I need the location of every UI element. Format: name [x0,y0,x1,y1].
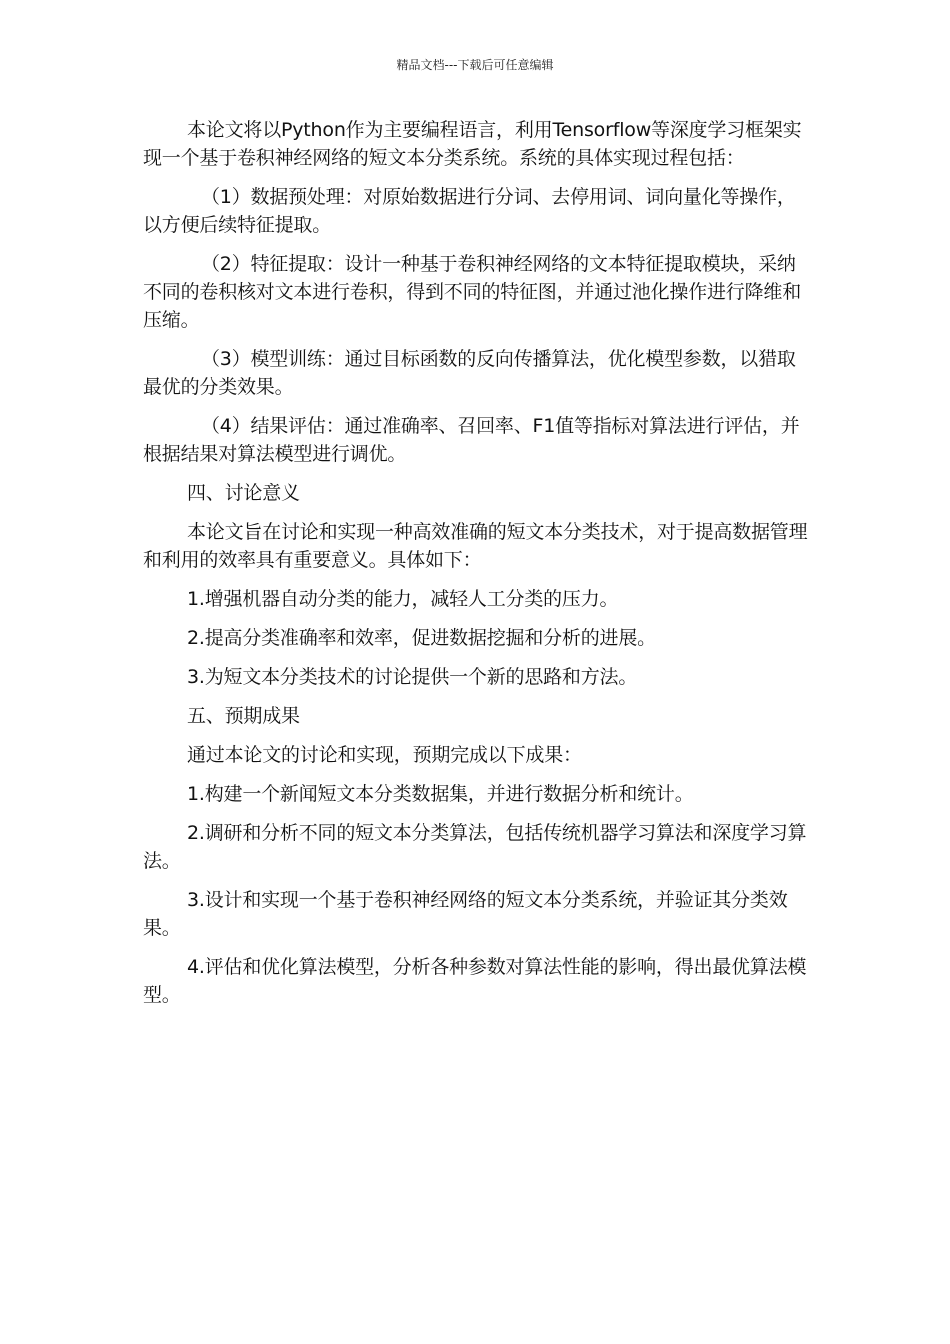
list-item-result-3: 3.设计和实现一个基于卷积神经网络的短文本分类系统，并验证其分类效果。 [143,889,788,939]
list-item-result-4: 4.评估和优化算法模型，分析各种参数对算法性能的影响，得出最优算法模型。 [143,956,807,1006]
list-item-significance-2: 2.提高分类准确率和效率，促进数据挖掘和分析的进展。 [187,627,656,649]
section-heading-significance: 四、讨论意义 [187,482,300,504]
paragraph-step-feature-extraction: （2）特征提取：设计一种基于卷积神经网络的文本特征提取模块，采纳不同的卷积核对文本进行卷积，得到不同的特征图，并通过池化操作进行降维和压缩。 [143,253,802,331]
paragraph-step-preprocessing: （1）数据预处理：对原始数据进行分词、去停用词、词向量化等操作，以方便后续特征提取。 [143,186,796,236]
document-body [143,116,808,1020]
list-item-result-1: 1.构建一个新闻短文本分类数据集，并进行数据分析和统计。 [187,783,694,805]
paragraph-significance-intro: 本论文旨在讨论和实现一种高效准确的短文本分类技术，对于提高数据管理和利用的效率具有重要意义。具体如下： [143,521,808,571]
paragraph-results-intro: 通过本论文的讨论和实现，预期完成以下成果： [187,744,582,766]
page-header: 精品文档---下载后可任意编辑 [396,58,554,72]
paragraph-step-evaluation: （4）结果评估：通过准确率、召回率、F1值等指标对算法进行评估，并根据结果对算法模型进行调优。 [143,415,800,465]
list-item-result-2: 2.调研和分析不同的短文本分类算法，包括传统机器学习算法和深度学习算法。 [143,822,807,872]
list-item-significance-3: 3.为短文本分类技术的讨论提供一个新的思路和方法。 [187,666,638,688]
list-item-significance-1: 1.增强机器自动分类的能力，减轻人工分类的压力。 [187,588,619,610]
paragraph-step-model-training: （3）模型训练：通过目标函数的反向传播算法，优化模型参数，以猎取最优的分类效果。 [143,348,796,398]
section-heading-expected-results: 五、预期成果 [187,705,300,727]
paragraph-implementation-intro: 本论文将以Python作为主要编程语言，利用Tensorflow等深度学习框架实现一个基于卷积神经网络的短文本分类系统。系统的具体实现过程包括： [143,119,802,169]
